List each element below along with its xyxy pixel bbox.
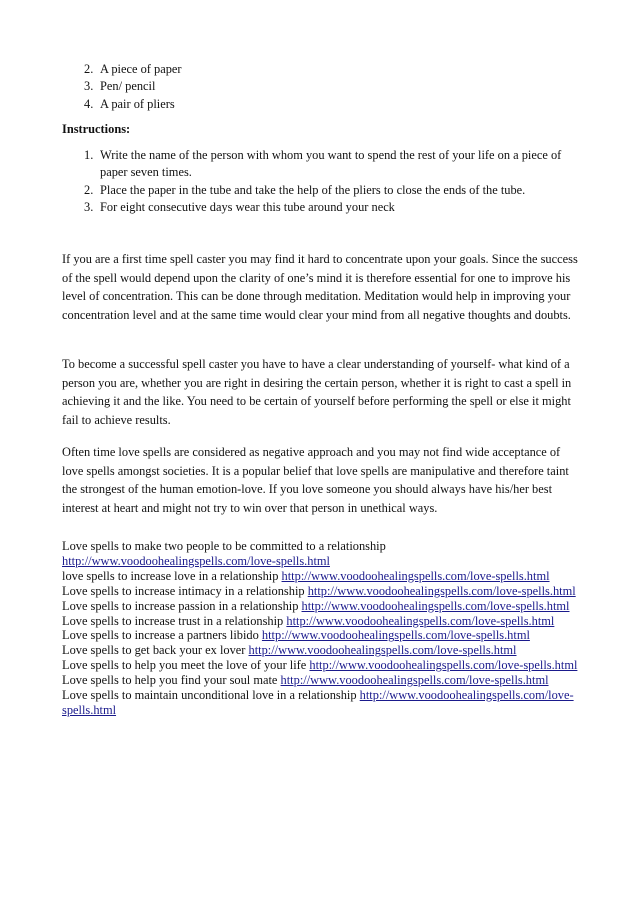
link-line [62, 643, 582, 658]
list-item [84, 61, 564, 78]
link-line [62, 658, 582, 673]
link-url[interactable]: http://www.voodoohealingspells.com/love-spells.html [62, 688, 574, 717]
link-line [62, 569, 582, 584]
link-caption: Love spells to help you find your soul mate [62, 673, 278, 688]
list-text: A pair of pliers [100, 96, 175, 111]
link-caption: Love spells to increase a partners libido [62, 628, 259, 643]
link-url[interactable]: http://www.voodoohealingspells.com/love-spells.html [280, 673, 549, 688]
list-item [84, 147, 579, 182]
link-line [62, 673, 582, 688]
link-caption: Love spells to help you meet the love of your life [62, 658, 307, 673]
instructions-list [84, 147, 579, 216]
link-line [62, 614, 582, 629]
list-number: 4. [84, 96, 94, 111]
list-number: 2. [84, 182, 94, 197]
list-number: 2. [84, 62, 94, 76]
link-url[interactable]: http://www.voodoohealingspells.com/love-spells.html [248, 643, 517, 658]
link-line [62, 628, 582, 643]
paragraph-self-understanding: To become a successful spell caster you have to have a clear understanding of yourself- what kind of a person you are, whether you are right in desiring the certain person, whether it is right to cast a spell in achieving it and the like. You need to be certain of yourself before performing the spell or else it might fail to achieve results. [62, 357, 572, 427]
list-text: Write the name of the person with whom you want to spend the rest of your life on a piece of paper seven times. [100, 148, 562, 180]
link-url[interactable]: http://www.voodoohealingspells.com/love-spells.html [286, 613, 555, 628]
link-url[interactable]: http://www.voodoohealingspells.com/love-spells.html [301, 598, 570, 613]
link-line [62, 584, 582, 599]
list-number: 3. [84, 79, 94, 94]
links-section [62, 539, 582, 718]
link-line [62, 539, 582, 569]
instructions-heading: Instructions: [62, 122, 131, 136]
link-caption: Love spells to get back your ex lover [62, 643, 246, 658]
list-number: 3. [84, 199, 94, 214]
list-number: 1. [84, 148, 94, 162]
link-caption: Love spells to increase intimacy in a relationship [62, 583, 305, 598]
link-url[interactable]: http://www.voodoohealingspells.com/love-spells.html [62, 553, 330, 568]
list-text: For eight consecutive days wear this tube around your neck [100, 199, 395, 214]
link-caption: love spells to increase love in a relationship [62, 568, 279, 583]
link-url[interactable]: http://www.voodoohealingspells.com/love-spells.html [261, 628, 530, 643]
list-text: A piece of paper [100, 62, 182, 76]
list-text: Pen/ pencil [100, 79, 156, 94]
list-item [84, 78, 564, 95]
link-url[interactable]: http://www.voodoohealingspells.com/love-spells.html [309, 658, 578, 673]
link-url[interactable]: http://www.voodoohealingspells.com/love-spells.html [307, 583, 576, 598]
link-caption: Love spells to make two people to be committed to a relationship [62, 539, 386, 553]
list-text: Place the paper in the tube and take the help of the pliers to close the ends of the tube. [100, 182, 526, 197]
paragraph-concentration: If you are a first time spell caster you may find it hard to concentrate upon your goals. Since the success of the spell would depend upon the clarity of one’s mind it is therefore essential for one to improve his level of concentration. This can be done through meditation. Meditation would help in improving your concentration level and at the same time would clear your mind from all negative thoughts and doubts. [62, 252, 578, 322]
list-item [84, 199, 579, 216]
link-caption: Love spells to increase trust in a relationship [62, 613, 284, 628]
link-url[interactable]: http://www.voodoohealingspells.com/love-spells.html [281, 568, 550, 583]
link-caption: Love spells to increase passion in a relationship [62, 598, 299, 613]
link-caption: Love spells to maintain unconditional love in a relationship [62, 688, 357, 703]
link-line [62, 688, 582, 718]
list-item [84, 96, 564, 113]
list-item [84, 182, 579, 199]
materials-list [84, 61, 564, 113]
paragraph-acceptance: Often time love spells are considered as negative approach and you may not find wide acceptance of love spells amongst societies. It is a popular belief that love spells are manipulative and therefore taint the strongest of the human emotion-love. If you love someone you should always have his/her best interest at heart and might not try to win over that person in unethical ways. [62, 445, 569, 515]
link-line [62, 599, 582, 614]
